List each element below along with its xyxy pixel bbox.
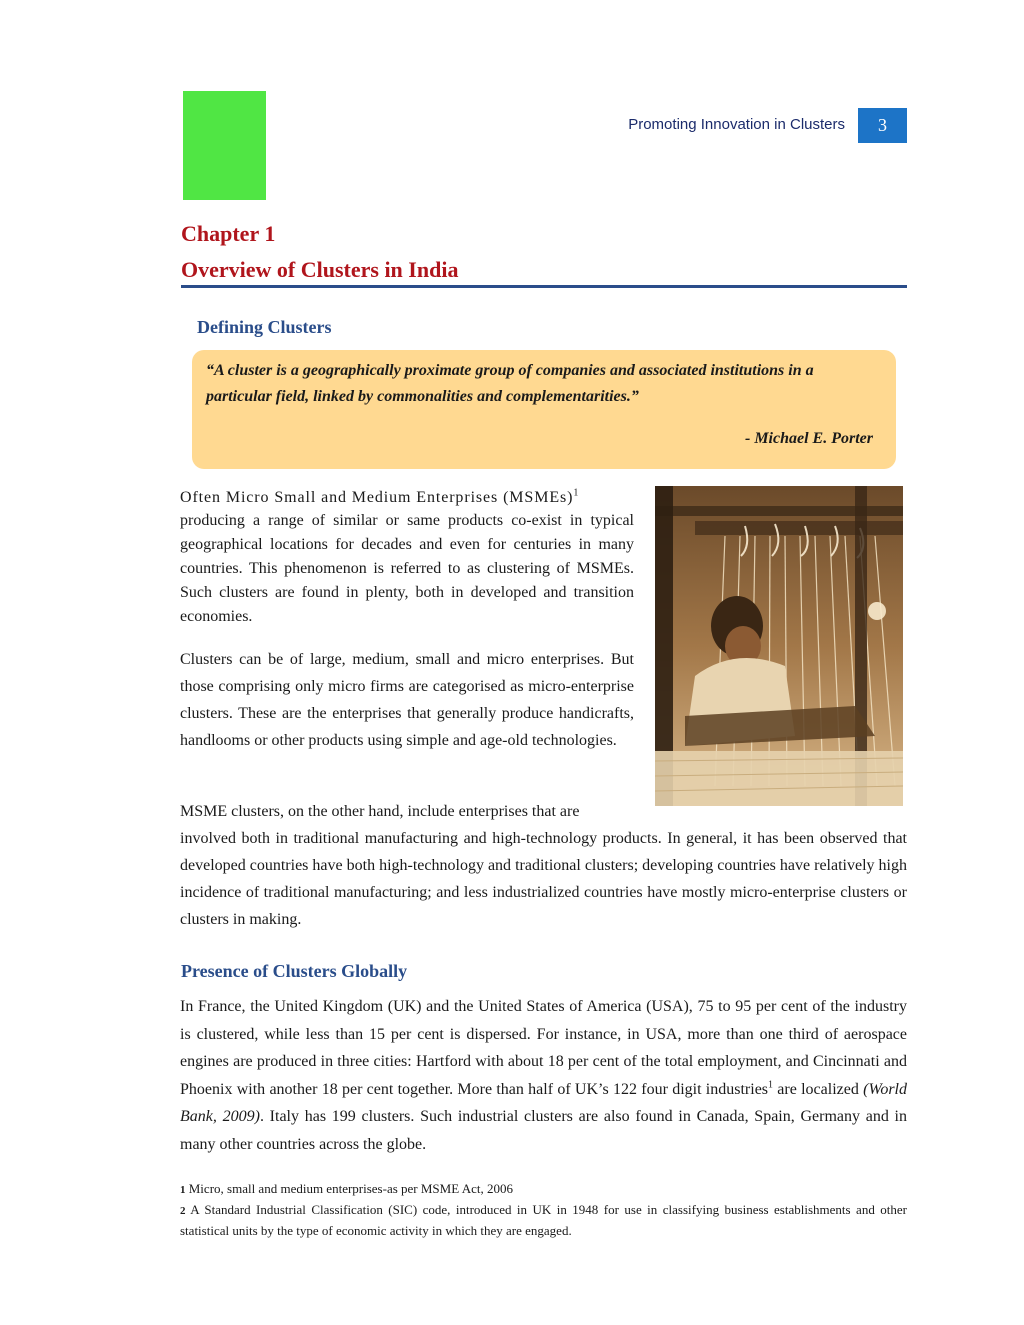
weaver-photo (655, 486, 903, 806)
chapter-title: Overview of Clusters in India (181, 257, 459, 282)
chapter-color-block (183, 91, 266, 200)
paragraph-1-first-line-text: Often Micro Small and Medium Enterprises (MSMEs) (180, 489, 574, 506)
footnote-2-text: A Standard Industrial Classification (SIC) code, introduced in UK in 1948 for use in classifying business establishments and other statistical units by the type of economic activity in which they are engaged. (180, 1202, 907, 1238)
presence-text-part-b: are localized (773, 1080, 864, 1098)
page-number: 3 (858, 108, 907, 143)
quote-box (192, 350, 896, 469)
presence-text-part-a: In France, the United Kingdom (UK) and the United States of America (USA), 75 to 95 per cent of the industry is clustered, while less than 15 per cent is dispersed. For instance, in USA, more than one third of aerospace engines are produced in three cities: Hartford with about 18 per cent of the total employment, and Cincinnati and Phoenix with another 18 per cent together. More than half of UK’s 122 four digit industries (180, 998, 907, 1098)
section-heading-defining-clusters: Defining Clusters (197, 317, 332, 337)
chapter-number: Chapter 1 (181, 221, 276, 246)
footnote-ref-2: 1 (768, 1079, 774, 1091)
footnote-1-text: Micro, small and medium enterprises-as per MSME Act, 2006 (185, 1181, 513, 1196)
footnote-1 (180, 1179, 907, 1200)
chapter-title-rule (181, 285, 907, 288)
paragraph-presence-globally (180, 993, 907, 1159)
footnote-1-mark: 1 (180, 1184, 186, 1196)
quote-text: “A cluster is a geographically proximate group of companies and associated institutions in a particular field, linked by commonalities and complementarities.” (206, 362, 814, 405)
paragraph-1-body: producing a range of similar or same products co-exist in typical geographical locations for decades and even for centuries in many countries. This phenomenon is referred to as clustering of MSMEs. Such clusters are found in plenty, both in developed and transition economies. (180, 512, 634, 625)
paragraph-2: Clusters can be of large, medium, small and micro enterprises. But those comprising only micro firms are categorised as micro-enterprise clusters. These are the enterprises that generally produce handicrafts, handlooms or other products using simple and age-old technologies. (180, 651, 634, 749)
paragraph-3-body: involved both in traditional manufacturing and high-technology products. In general, it has been observed that developed countries have both high-technology and traditional clusters; developing countries have relatively high incidence of traditional manufacturing; and less industrialized countries have mostly micro-enterprise clusters or clusters in making. (180, 830, 907, 928)
running-header-title: Promoting Innovation in Clusters (628, 116, 845, 133)
footnote-2-mark: 2 (180, 1205, 186, 1217)
section-heading-presence-of-clusters: Presence of Clusters Globally (181, 961, 408, 981)
paragraph-3-first-line: MSME clusters, on the other hand, include enterprises that are (180, 803, 580, 820)
presence-text-part-c: . Italy has 199 clusters. Such industrial clusters are also found in Canada, Spain, Germany and in many other countries across the globe. (180, 1108, 907, 1153)
quote-author: - Michael E. Porter (745, 430, 873, 447)
citation-world-bank: (World Bank, 2009) (180, 1080, 907, 1126)
weaver-at-loom-illustration (655, 486, 903, 806)
footnote-ref-1: 1 (573, 487, 580, 499)
paragraph-1-first-line (180, 485, 634, 511)
footnotes (180, 1179, 907, 1240)
footnote-2 (180, 1200, 907, 1240)
